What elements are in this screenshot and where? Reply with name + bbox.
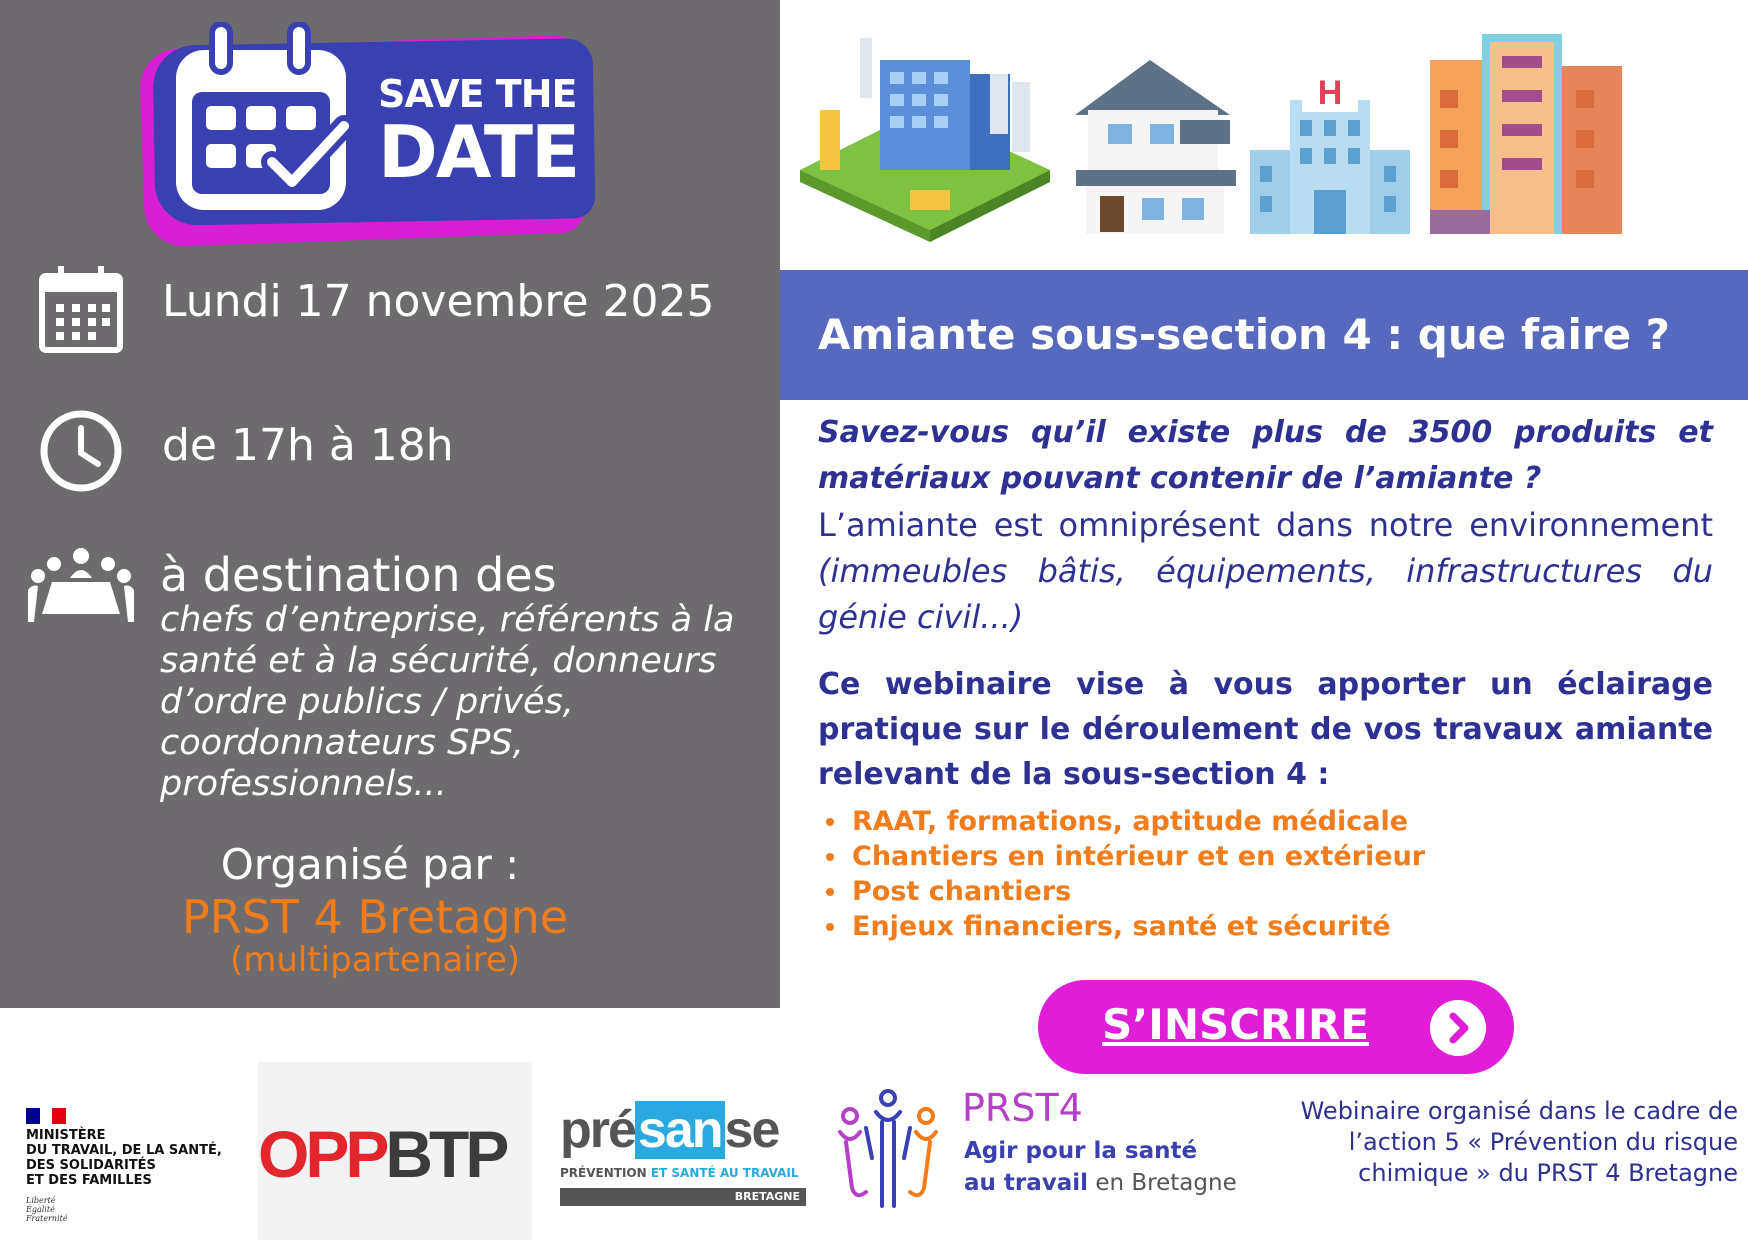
presanse-wordmark bbox=[560, 1100, 778, 1160]
presanse-tag1: PRÉVENTION bbox=[560, 1166, 651, 1180]
date-label: DATE bbox=[378, 110, 579, 194]
register-button-label[interactable]: S’INSCRIRE bbox=[1102, 1000, 1370, 1049]
webinar-lead: Ce webinaire vise à vous apporter un éclairage pratique sur le déroulement de vos travaux amiante relevant de la sous-section 4 : bbox=[818, 667, 1713, 792]
calendar-icon bbox=[38, 264, 124, 354]
calendar-check-icon bbox=[168, 22, 364, 218]
chevron-right-icon[interactable] bbox=[1430, 1000, 1486, 1056]
buildings-illustration bbox=[790, 20, 1748, 260]
prst4-line2 bbox=[964, 1170, 1237, 1196]
audience-list: chefs d’entreprise, référents à la santé et à la sécurité, donneurs d’ordre publics / privés, coordonnateurs SPS, professionnels... bbox=[160, 600, 735, 804]
presanse-tag2: ET SANTÉ AU TRAVAIL bbox=[650, 1166, 799, 1180]
list-item: Chantiers en intérieur et en extérieur bbox=[822, 839, 1425, 874]
apartment-illustration bbox=[1430, 34, 1622, 234]
factory-illustration bbox=[800, 38, 1050, 242]
save-the-label: SAVE THE bbox=[378, 72, 577, 116]
save-the-date-badge bbox=[142, 10, 592, 240]
prst4-line1: Agir pour la santé bbox=[964, 1138, 1198, 1164]
presanse-w3: se bbox=[724, 1101, 779, 1159]
organizer-label: Organisé par : bbox=[220, 840, 520, 889]
organizer-sub: (multipartenaire) bbox=[229, 940, 521, 980]
page-title: Amiante sous-section 4 : que faire ? bbox=[818, 310, 1671, 359]
footer-note: Webinaire organisé dans le cadre de l’action 5 « Prévention du risque chimique » du PRST 4 Bretagne bbox=[1300, 1097, 1738, 1187]
intro-body-examples: (immeubles bâtis, équipements, infrastructures du génie civil...) bbox=[818, 552, 1713, 636]
register-button[interactable] bbox=[1038, 980, 1514, 1074]
intro-body-text: L’amiante est omniprésent dans notre environnement bbox=[818, 506, 1713, 544]
hospital-illustration bbox=[1250, 72, 1410, 234]
presanse-w2: san bbox=[635, 1101, 725, 1159]
presanse-w1: pré bbox=[560, 1101, 635, 1159]
description bbox=[818, 410, 1713, 797]
oppbtp-logo bbox=[258, 1062, 532, 1240]
prst4-line2-region: en Bretagne bbox=[1088, 1170, 1237, 1196]
intro-question: Savez-vous qu’il existe plus de 3500 produits et matériaux pouvant contenir de l’amiante ? bbox=[818, 415, 1713, 496]
list-item: RAAT, formations, aptitude médicale bbox=[822, 804, 1425, 839]
meeting-icon bbox=[24, 548, 138, 624]
organizer-name: PRST 4 Bretagne bbox=[181, 890, 569, 944]
ministry-motto: Liberté Égalité Fraternité bbox=[26, 1196, 68, 1223]
event-date: Lundi 17 novembre 2025 bbox=[162, 276, 715, 327]
event-info-panel bbox=[0, 0, 780, 1008]
svg-text:H: H bbox=[1317, 74, 1343, 112]
people-figures-icon bbox=[836, 1088, 940, 1212]
prst4-line2-bold: au travail bbox=[964, 1170, 1089, 1196]
prst4-title: PRST4 bbox=[962, 1086, 1083, 1130]
presanse-logo bbox=[560, 1100, 806, 1210]
presanse-region: BRETAGNE bbox=[560, 1188, 806, 1206]
presanse-tagline bbox=[560, 1166, 799, 1180]
topic-list bbox=[822, 804, 1425, 944]
oppbtp-btp: BTP bbox=[385, 1117, 506, 1191]
title-banner bbox=[780, 270, 1748, 400]
intro-body bbox=[818, 502, 1713, 640]
audience-title: à destination des bbox=[160, 548, 557, 602]
oppbtp-opp: OPP bbox=[258, 1117, 386, 1191]
save-the-date-text bbox=[378, 72, 579, 194]
ministry-logo bbox=[26, 1108, 246, 1228]
event-time: de 17h à 18h bbox=[162, 420, 454, 471]
marianne-flag-icon bbox=[26, 1108, 66, 1124]
list-item: Post chantiers bbox=[822, 874, 1425, 909]
list-item: Enjeux financiers, santé et sécurité bbox=[822, 909, 1425, 944]
oppbtp-wordmark bbox=[258, 1116, 505, 1192]
ministry-name: MINISTÈRE DU TRAVAIL, DE LA SANTÉ, DES SOLIDARITÉS ET DES FAMILLES bbox=[26, 1128, 222, 1188]
clock-icon bbox=[38, 408, 124, 494]
house-illustration bbox=[1075, 60, 1236, 234]
prst4-logo bbox=[836, 1084, 1236, 1214]
